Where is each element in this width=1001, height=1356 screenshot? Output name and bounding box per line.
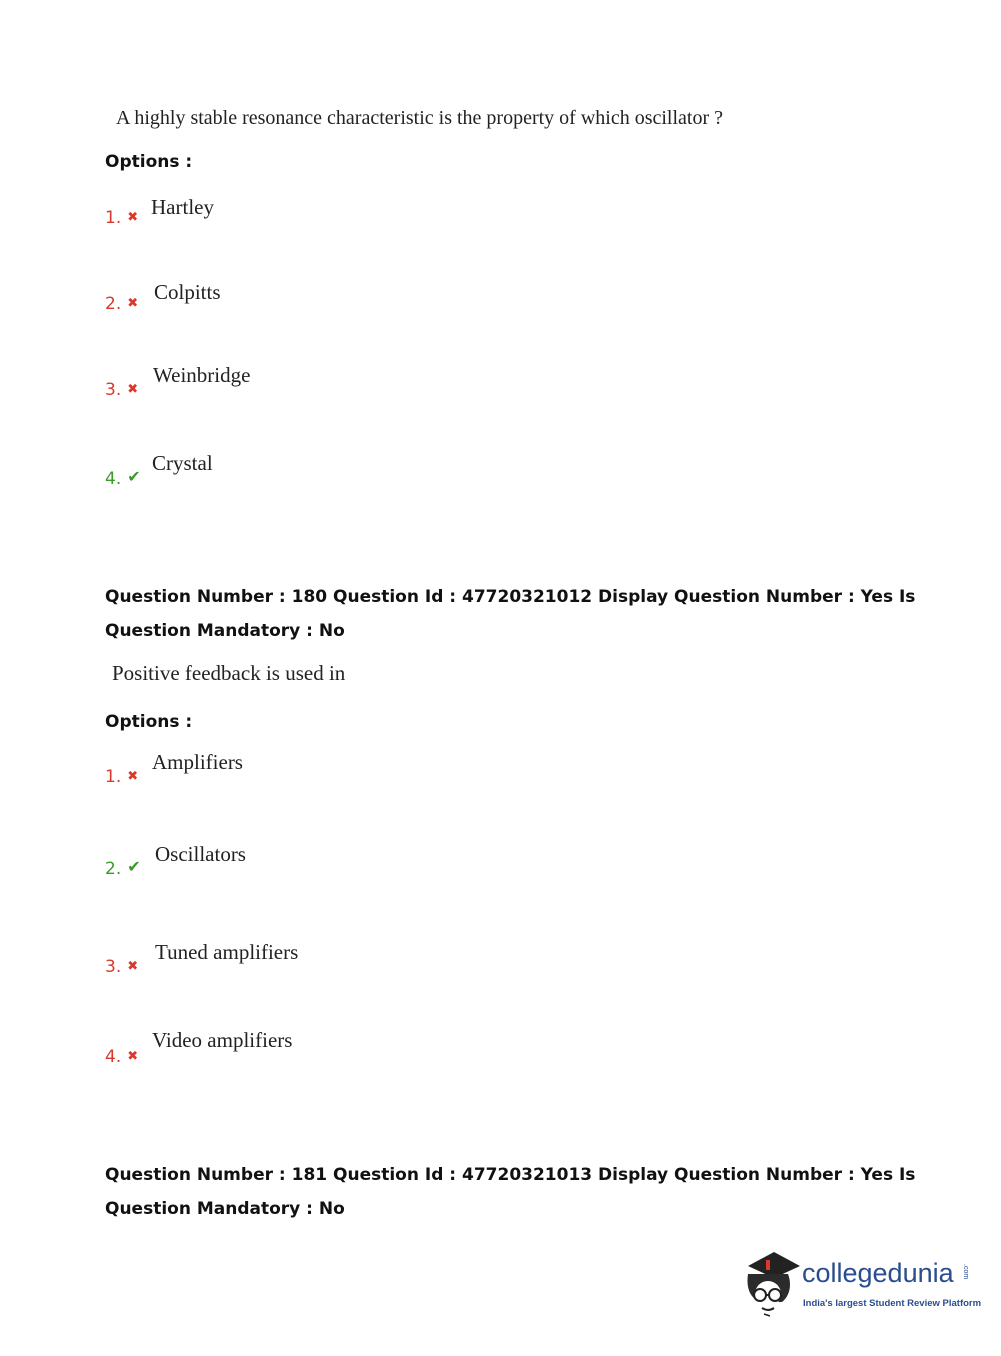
option-4: [105, 1047, 138, 1067]
option-text: Weinbridge: [153, 363, 251, 387]
option-number: 1.: [105, 767, 122, 787]
option-text: Video amplifiers: [152, 1028, 293, 1052]
option-number: 4.: [105, 469, 122, 489]
option-text: Hartley: [151, 195, 214, 219]
option-text: Tuned amplifiers: [155, 940, 299, 964]
option-text: Amplifiers: [152, 750, 243, 774]
logo-tagline: India's largest Student Review Platform: [803, 1298, 982, 1309]
collegedunia-logo: [742, 1248, 982, 1318]
checkmark-icon: ✔: [127, 467, 141, 486]
question-text: A highly stable resonance characteristic is the property of which oscillator ?: [116, 107, 724, 129]
option-text: Crystal: [152, 451, 213, 475]
option-1: [105, 208, 138, 228]
cross-icon: ✖: [127, 769, 139, 784]
option-number: 2.: [105, 859, 122, 879]
option-2: [105, 859, 141, 879]
option-2: [105, 294, 138, 314]
cross-icon: ✖: [127, 210, 139, 225]
cross-icon: ✖: [127, 382, 139, 397]
option-3: [105, 380, 138, 400]
question-meta: Question Number : 180 Question Id : 47720321012 Display Question Number : Yes Is Question Mandatory : No: [105, 587, 916, 641]
option-number: 2.: [105, 294, 122, 314]
option-number: 4.: [105, 1047, 122, 1067]
mascot-icon: [742, 1248, 800, 1318]
cross-icon: ✖: [127, 296, 139, 311]
options-heading: Options :: [105, 152, 193, 172]
options-heading: Options :: [105, 712, 193, 732]
option-text: Oscillators: [155, 842, 246, 866]
option-3: [105, 957, 138, 977]
question-meta: Question Number : 181 Question Id : 47720321013 Display Question Number : Yes Is Question Mandatory : No: [105, 1165, 916, 1219]
logo-domain: .com: [962, 1264, 969, 1280]
cross-icon: ✖: [127, 959, 139, 974]
cross-icon: ✖: [127, 1049, 139, 1064]
option-4: [105, 469, 141, 489]
option-number: 3.: [105, 957, 122, 977]
option-1: [105, 767, 138, 787]
checkmark-icon: ✔: [127, 857, 141, 876]
logo-wordmark: collegedunia: [802, 1258, 954, 1288]
option-number: 3.: [105, 380, 122, 400]
option-text: Colpitts: [154, 280, 221, 304]
option-number: 1.: [105, 208, 122, 228]
question-text: Positive feedback is used in: [112, 661, 346, 685]
